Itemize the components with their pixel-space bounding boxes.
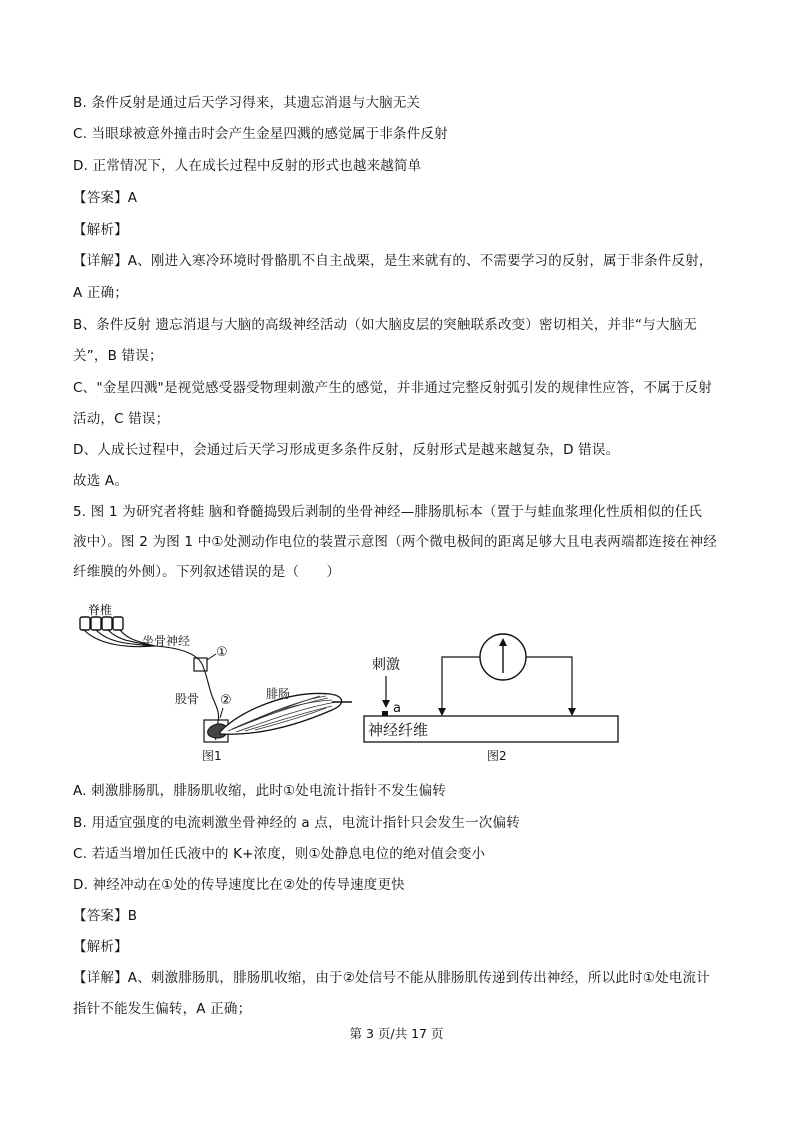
answer-label-2: 【答案】B: [73, 908, 138, 924]
stimulus-point-a: [382, 711, 388, 716]
analysis-label-2: 【解析】: [73, 939, 128, 955]
muscle-label: 腓肠: [266, 687, 291, 701]
option-c: C. 若适当增加任氏液中的 K+浓度，则①处静息电位的绝对值会变小: [73, 846, 486, 862]
detail-line: A 正确；: [73, 285, 129, 301]
detail-line-2: 指针不能发生偏转，A 正确；: [73, 1001, 252, 1017]
spine-drawing: [80, 617, 123, 630]
detail-line: D、人成长过程中，会通过后天学习形成更多条件反射，反射形式是越来越复杂，D 错误。: [73, 442, 620, 458]
detail-line: C、"金星四溅"是视觉感受器受物理刺激产生的感觉，并非通过完整反射弧引发的规律性应答，不属于反射: [73, 380, 712, 396]
option-b: B. 用适宜强度的电流刺激坐骨神经的 a 点，电流计指针只会发生一次偏转: [73, 815, 520, 831]
figure-2: [360, 620, 622, 770]
marker-1-box: [194, 658, 207, 671]
detail-line: 【详解】A、刚进入寒冷环境时骨骼肌不自主战栗，是生来就有的、不需要学习的反射，属于非条件反射，: [73, 253, 713, 269]
detail-line: 关”，B 错误；: [73, 348, 163, 364]
sciatic-nerve-label: 坐骨神经: [142, 634, 191, 648]
option-c-prev: C. 当眼球被意外撞击时会产生金星四溅的感觉属于非条件反射: [73, 126, 448, 142]
figure-2-caption: 图2: [487, 749, 507, 763]
spine-label: 脊椎: [88, 603, 113, 617]
marker-1: ①: [216, 645, 228, 660]
nerve-fiber-label: 神经纤维: [368, 721, 429, 739]
option-b-prev: B. 条件反射是通过后天学习得来，其遗忘消退与大脑无关: [73, 95, 421, 111]
option-a: A. 刺激腓肠肌，腓肠肌收缩，此时①处电流计指针不发生偏转: [73, 783, 446, 799]
femur-label: 股骨: [175, 692, 200, 706]
analysis-label: 【解析】: [73, 222, 128, 238]
figure-1-caption: 图1: [202, 749, 222, 763]
conclusion-line: 故选 A。: [73, 473, 129, 489]
question-5-stem: 纤维膜的外侧）。下列叙述错误的是（ ）: [73, 564, 341, 580]
stimulus-label: 刺激: [372, 657, 400, 673]
option-d: D. 神经冲动在①处的传导速度比在②处的传导速度更快: [73, 877, 405, 893]
detail-line: B、条件反射 遗忘消退与大脑的高级神经活动（如大脑皮层的突触联系改变）密切相关，并非“与大脑无: [73, 317, 697, 333]
answer-label: 【答案】A: [73, 190, 138, 206]
question-5-stem: 5. 图 1 为研究者将蛙 脑和脊髓捣毁后剥制的坐骨神经—腓肠肌标本（置于与蛙血浆理化性质相似的任氏: [73, 504, 703, 520]
detail-line: 活动，C 错误；: [73, 411, 170, 427]
option-d-prev: D. 正常情况下，人在成长过程中反射的形式也越来越简单: [73, 158, 422, 174]
question-5-stem: 液中）。图 2 为图 1 中①处测动作电位的装置示意图（两个微电极间的距离足够大且电表两端都连接在神经: [73, 534, 717, 550]
figure-1: [70, 598, 355, 770]
page-footer: 第 3 页/共 17 页: [349, 1026, 444, 1041]
point-a-label: a: [393, 701, 401, 716]
marker-2: ②: [220, 693, 232, 708]
detail-line-2: 【详解】A、刺激腓肠肌，腓肠肌收缩，由于②处信号不能从腓肠肌传递到传出神经，所以此时①处电流计: [73, 970, 710, 986]
